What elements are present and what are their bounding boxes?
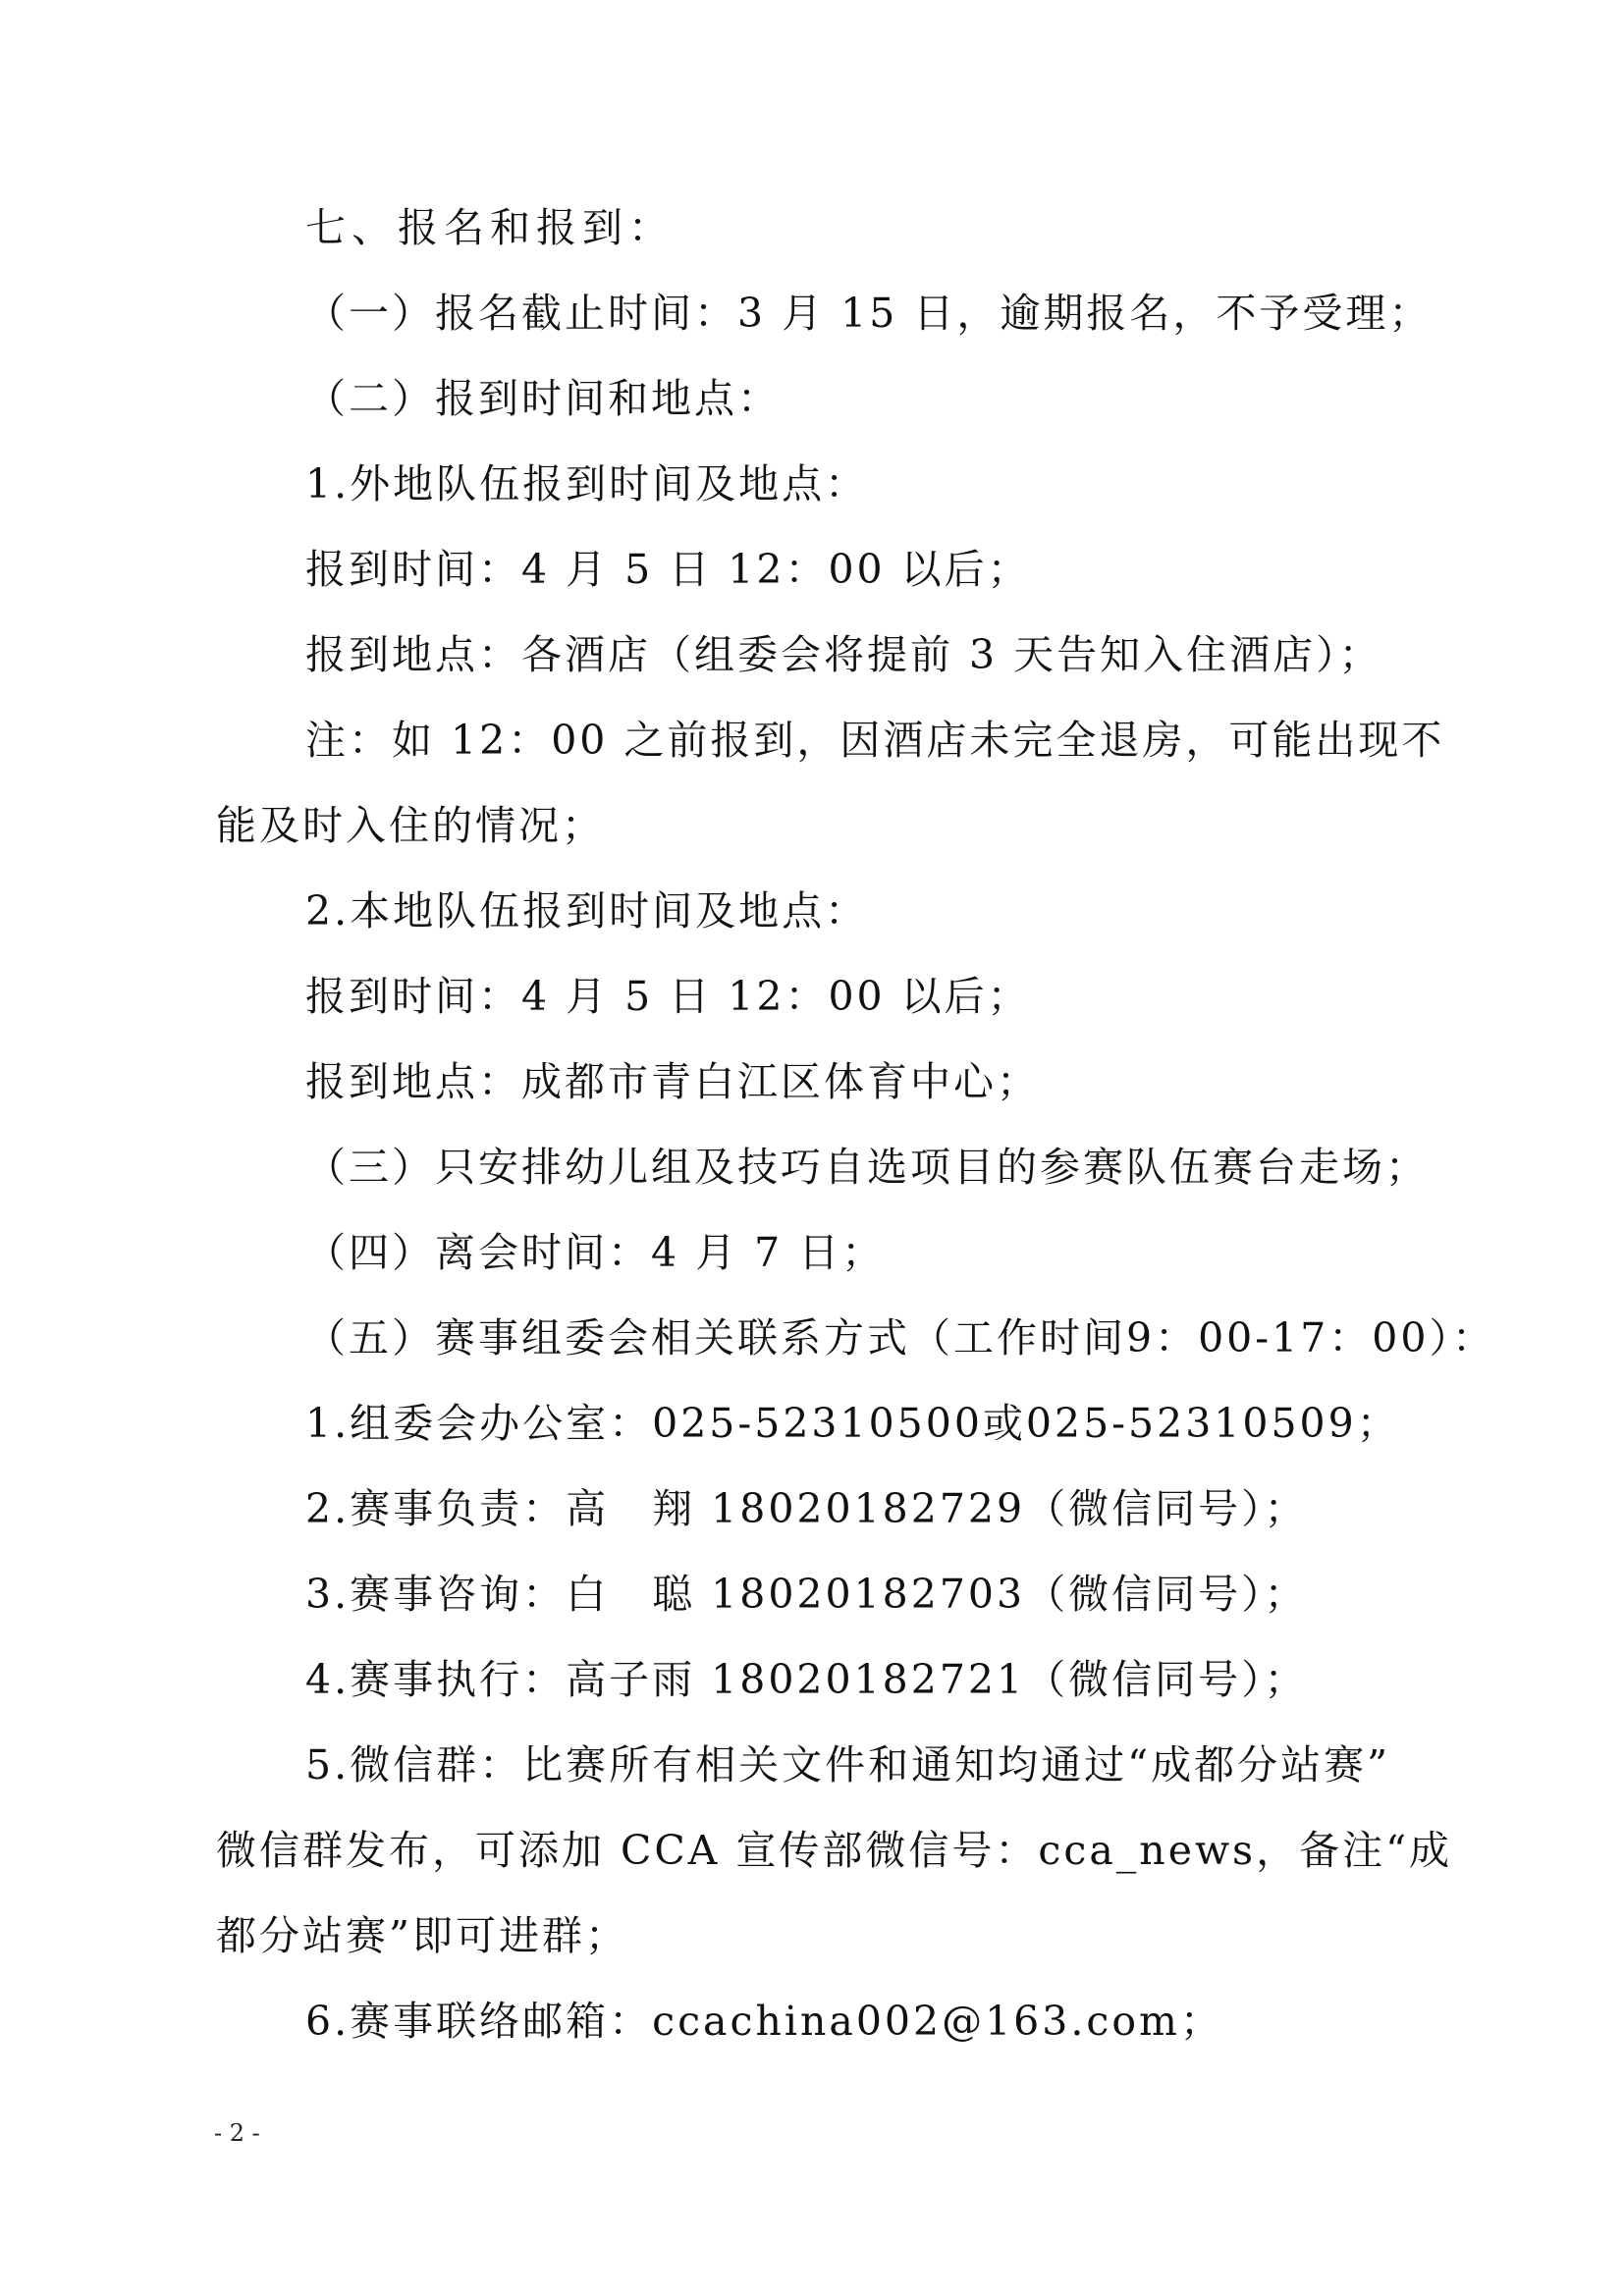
text-line: 2.赛事负责：高 翔 18020182729（微信同号）；: [305, 1485, 1308, 1532]
text-line: （五）赛事组委会相关联系方式（工作时间9：00-17：00）：: [305, 1314, 1495, 1362]
text-line: 都分站赛”即可进群；: [216, 1912, 628, 1959]
text-line: 5.微信群：比赛所有相关文件和通知均通过“成都分站赛”: [305, 1741, 1391, 1789]
text-line: （四）离会时间：4 月 7 日；: [305, 1229, 886, 1276]
text-line: 1.外地队伍报到时间及地点：: [305, 460, 869, 507]
text-line: （二）报到时间和地点：: [305, 375, 781, 422]
section-heading: 七、报名和报到：: [305, 204, 675, 251]
text-line: 1.组委会办公室：025-52310500或025-52310509；: [305, 1400, 1400, 1447]
text-line: 报到地点：各酒店（组委会将提前 3 天告知入住酒店）；: [305, 631, 1382, 678]
text-line: （一）报名截止时间：3 月 15 日，逾期报名，不予受理；: [305, 290, 1433, 337]
text-line: 注：如 12：00 之前报到，因酒店未完全退房，可能出现不: [305, 717, 1445, 764]
text-line: 6.赛事联络邮箱：ccachina002@163.com；: [305, 1998, 1223, 2045]
text-line: 微信群发布，可添加 CCA 宣传部微信号：cca_news，备注“成: [216, 1827, 1453, 1874]
text-line: 4.赛事执行：高子雨 18020182721（微信同号）；: [305, 1656, 1308, 1703]
text-line: 报到地点：成都市青白江区体育中心；: [305, 1058, 1040, 1105]
text-line: 报到时间：4 月 5 日 12：00 以后；: [305, 973, 1031, 1020]
text-line: 报到时间：4 月 5 日 12：00 以后；: [305, 546, 1031, 593]
text-line: 能及时入住的情况；: [216, 802, 605, 849]
text-line: 2.本地队伍报到时间及地点：: [305, 887, 869, 934]
page-number: - 2 -: [214, 2119, 260, 2147]
text-line: 3.赛事咨询：白 聪 18020182703（微信同号）；: [305, 1571, 1308, 1618]
text-line: （三）只安排幼儿组及技巧自选项目的参赛队伍赛台走场；: [305, 1144, 1429, 1191]
